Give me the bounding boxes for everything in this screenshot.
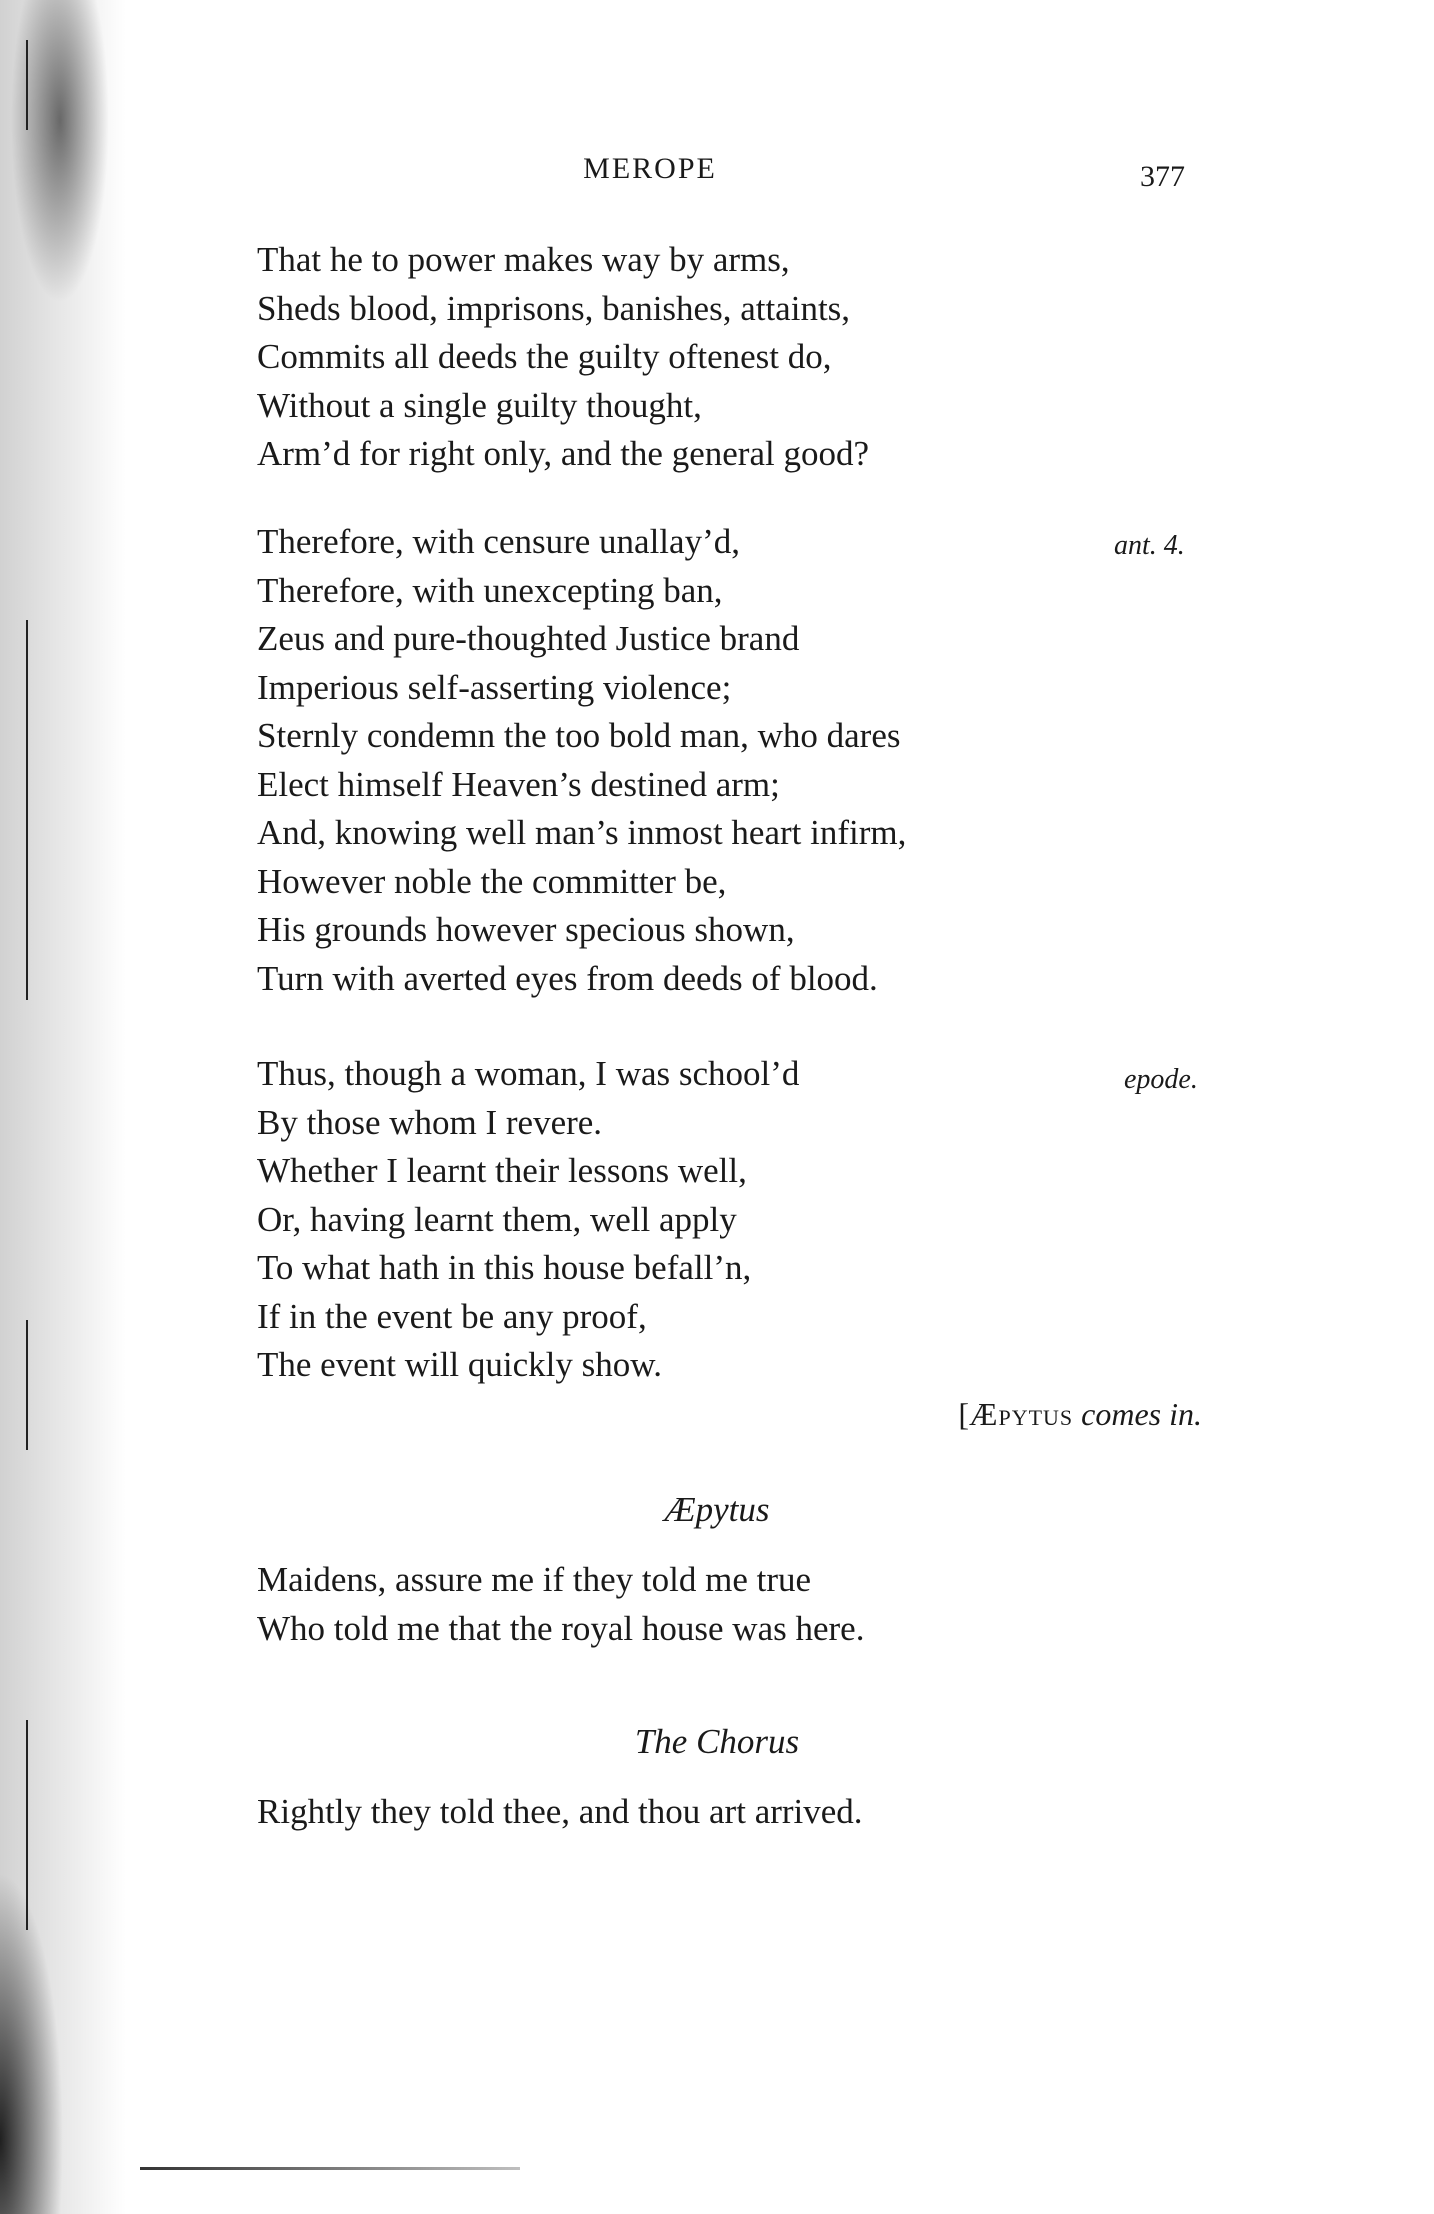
speaker-heading: The Chorus — [634, 1722, 800, 1761]
verse-line: Elect himself Heaven’s destined arm; — [257, 764, 780, 804]
scan-edge-shadow — [0, 0, 140, 2214]
scan-edge-line — [26, 1320, 28, 1450]
verse-line: Zeus and pure-thoughted Justice brand — [257, 619, 800, 658]
running-head: MEROPE — [583, 152, 717, 185]
verse-line: Commits all deeds the guilty oftenest do, — [257, 337, 832, 376]
stage-direction-action: comes in. — [1081, 1396, 1202, 1432]
speech-2 — [257, 1788, 863, 1837]
verse-line: The event will quickly show. — [257, 1345, 663, 1384]
stage-direction-bracket: [ — [958, 1396, 969, 1432]
verse-line: Whether I learnt their lessons well, — [257, 1151, 747, 1190]
scan-bottom-smear — [140, 2167, 520, 2170]
verse-line: Arm’d for right only, and the general good? — [257, 434, 869, 473]
verse-line: Or, having learnt them, well apply — [257, 1199, 737, 1239]
verse-line: Rightly they told thee, and thou art arrived. — [257, 1792, 863, 1831]
stage-direction — [958, 1396, 1202, 1433]
verse-line: Maidens, assure me if they told me true — [257, 1560, 812, 1599]
verse-line: Sternly condemn the too bold man, who dares — [257, 716, 901, 755]
speech-1 — [257, 1556, 864, 1653]
stanza-3 — [257, 1050, 799, 1390]
verse-line: Sheds blood, imprisons, banishes, attaints, — [257, 288, 851, 328]
verse-line: Who told me that the royal house was here. — [257, 1608, 865, 1648]
margin-note-antistrophe: ant. 4. — [1114, 530, 1185, 561]
verse-line: His grounds however specious shown, — [257, 910, 795, 949]
page-number: 377 — [1140, 160, 1185, 193]
verse-line: Thus, though a woman, I was school’d — [257, 1054, 800, 1093]
verse-line: To what hath in this house befall’n, — [257, 1248, 752, 1287]
verse-line: And, knowing well man’s inmost heart infirm, — [257, 813, 907, 852]
verse-line: Therefore, with unexcepting ban, — [257, 570, 723, 610]
speaker-heading: Æpytus — [664, 1490, 770, 1529]
verse-line: By those whom I revere. — [257, 1102, 603, 1142]
verse-line: Therefore, with censure unallay’d, — [257, 522, 740, 561]
scan-edge-line — [26, 40, 28, 130]
verse-line: However noble the committer be, — [257, 861, 727, 901]
verse-line: Without a single guilty thought, — [257, 385, 702, 425]
stanza-2 — [257, 518, 906, 1003]
verse-line: That he to power makes way by arms, — [257, 240, 790, 279]
verse-line: Turn with averted eyes from deeds of blood. — [257, 958, 878, 998]
margin-note-epode: epode. — [1124, 1064, 1198, 1095]
verse-line: If in the event be any proof, — [257, 1296, 647, 1336]
scan-edge-line — [26, 620, 28, 1000]
stanza-1 — [257, 236, 869, 479]
verse-line: Imperious self-asserting violence; — [257, 667, 732, 707]
stage-direction-character: Æpytus — [969, 1396, 1074, 1432]
